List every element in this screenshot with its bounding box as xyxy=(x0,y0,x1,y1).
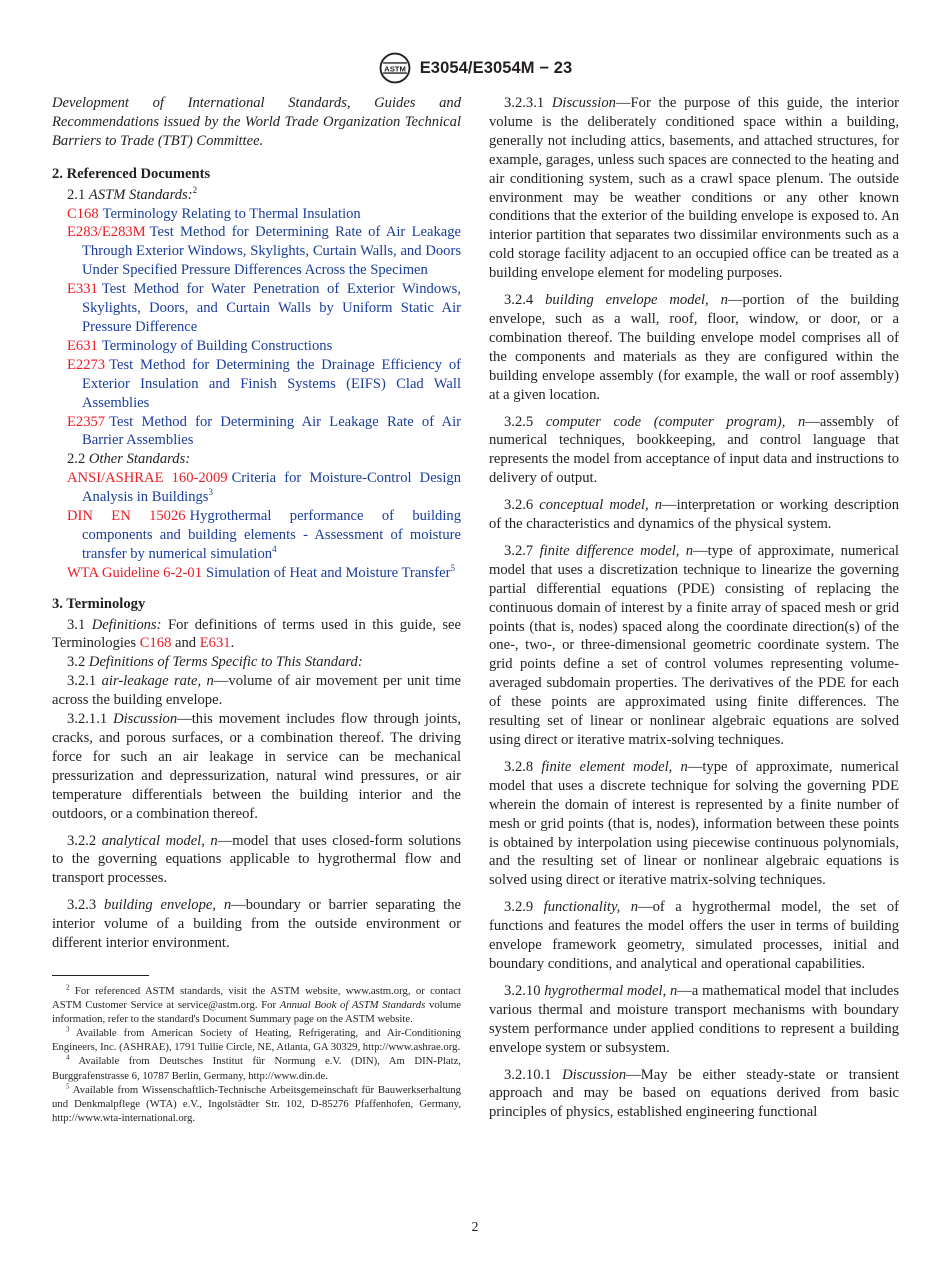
section-2-heading: 2. Referenced Documents xyxy=(52,165,211,182)
ref-din-en-15026[interactable]: DIN EN 15026 Hygrothermal performance of building components and building elements - Assessment of moisture transfer by numerical simulation$^4$ xyxy=(67,508,461,562)
left-column xyxy=(52,94,461,1125)
ref-wta-guideline[interactable]: WTA Guideline 6-2-01 Simulation of Heat and Moisture Transfer$^5$ xyxy=(67,562,455,581)
right-column xyxy=(489,94,899,1122)
ref-ashrae-160[interactable]: ANSI/ASHRAE 160-2009 Criteria for Moisture-Control Design Analysis in Buildings$^3$ xyxy=(67,470,462,506)
subsection-2-2: 2.2 Other Standards: xyxy=(67,451,191,468)
term-3-2-6: 3.2.6 conceptual model, n—interpretation or working description of the characteristics and dynamics of the physical system. xyxy=(489,497,900,533)
term-3-2-10-1: 3.2.10.1 Discussion—May be either steady-state or transient approach and may be based on equations derived from basic principles of physics, established engineering functional xyxy=(489,1066,899,1121)
ref-e2273[interactable]: E2273 Test Method for Determining the Drainage Efficiency of Exterior Insulation and Finish Systems (EIFS) Clad Wall Assemblies xyxy=(67,356,461,411)
standard-designation: E3054/E3054M − 23 xyxy=(419,58,573,77)
term-3-2-1-1: 3.2.1.1 Discussion—this movement includes flow through joints, cracks, and porous surfaces, or a combination thereof. The driving force for such an air leakage in service can be mechanical pressurization and depressurization, natural wind pressures, or air temperature differentials between the building interior and the outdoors, or a combination thereof. xyxy=(52,711,461,822)
term-3-2-3: 3.2.3 building envelope, n—boundary or barrier separating the interior volume of a building from the outside environment or different interior environment. xyxy=(52,897,461,952)
page-header xyxy=(0,50,950,86)
ref-e331[interactable]: E331 Test Method for Water Penetration of Exterior Windows, Skylights, Doors, and Curtain Walls by Uniform Static Air Pressure Difference xyxy=(67,281,461,335)
term-3-2-9: 3.2.9 functionality, n—of a hygrothermal model, the set of functions and features the model offers the user in terms of building envelope framework geometry, simulated processes, initial and boundary conditions, and analytical and operational capabilities. xyxy=(489,899,899,972)
footnote-divider xyxy=(52,975,149,976)
footnote-2: $^2$ For referenced ASTM standards, visit the ASTM website, www.astm.org, or contact ASTM Customer Service at service@astm.org. For Annual Book of ASTM Standards volume information, refer to the standard's Document Summary page on the ASTM website. xyxy=(52,983,462,1026)
ref-c168[interactable]: C168 Terminology Relating to Thermal Insulation xyxy=(67,205,361,222)
subsection-2-1: 2.1 ASTM Standards:$^2$ xyxy=(67,184,198,203)
footnote-5: $^5$ Available from Wissenschaftlich-Technische Arbeitsgemeinschaft für Bauwerkserhaltung und Denkmalpflege (WTA) e.V., Ingolstädter Str. 102, D-85276 Pfaffenhofen, Germany, http://www.wta-international.org. xyxy=(52,1082,461,1124)
term-3-2-1: 3.2.1 air-leakage rate, n—volume of air movement per unit time across the building envelope. xyxy=(52,673,462,709)
paragraph-3-2: 3.2 Definitions of Terms Specific to This Standard: xyxy=(67,654,363,671)
link-c168[interactable]: C168 xyxy=(139,635,172,652)
intro-continuation: Development of International Standards, Guides and Recommendations issued by the World Trade Organization Technical Barriers to Trade (TBT) Committee. xyxy=(52,95,461,149)
term-3-2-5: 3.2.5 computer code (computer program), n—assembly of numerical techniques, bookkeeping, and control language that represents the model from acceptance of input data and instructions to delivery of output. xyxy=(489,413,899,487)
svg-text:ASTM: ASTM xyxy=(383,64,406,74)
term-3-2-10: 3.2.10 hygrothermal model, n—a mathematical model that includes various thermal and moisture transport mechanisms with boundary system performance under applied conditions to represent a building envelope system or subsystem. xyxy=(489,982,900,1056)
footnote-3: $^3$ Available from American Society of Heating, Refrigerating, and Air-Conditioning Engineers, Inc. (ASHRAE), 1791 Tullie Circle, NE, Atlanta, GA 30329, http://www.ashrae.org. xyxy=(52,1025,461,1054)
ref-e631[interactable]: E631 Terminology of Building Constructions xyxy=(67,337,333,354)
ref-e283[interactable]: E283/E283M Test Method for Determining Rate of Air Leakage Through Exterior Windows, Skylights, Curtain Walls, and Doors Under Specified Pressure Differences Across the Specimen xyxy=(67,224,461,279)
ref-e2357[interactable]: E2357 Test Method for Determining Air Leakage Rate of Air Barrier Assemblies xyxy=(67,413,461,449)
term-3-2-2: 3.2.2 analytical model, n—model that uses closed-form solutions to the governing equations applicable to hygrothermal flow and transport processes. xyxy=(52,832,461,887)
astm-logo-icon xyxy=(378,51,412,85)
footnote-4: $^4$ Available from Deutsches Institut für Normung e.V. (DIN), Am DIN-Platz, Burggrafenstrasse 6, 10787 Berlin, Germany, http://www.din.de. xyxy=(52,1053,461,1082)
term-3-2-4: 3.2.4 building envelope model, n—portion of the building envelope, such as a wall, roof, floor, window, or door, or a combination thereof. The building envelope model comprises all of the components and materials as they are configured within the building envelope assembly (for example, the wall or roof assembly) at a given location. xyxy=(489,292,899,403)
paragraph-3-1: 3.1 Definitions: For definitions of terms used in this guide, see Terminologies C168 and E631. xyxy=(52,616,461,652)
section-3-heading: 3. Terminology xyxy=(52,595,146,612)
link-e631[interactable]: E631 xyxy=(199,635,231,652)
term-3-2-8: 3.2.8 finite element model, n—type of approximate, numerical model that uses a discrete technique for solving the governing PDE wherein the domain of interest is represented by a finite number of mesh or grid points (that is, nodes), information between these points is obtained by interpolation using piecewise continuous polynomials, and the resulting set of linear or nonlinear algebraic equations is solved using direct or iterative matrix-solving techniques. xyxy=(489,758,899,889)
term-3-2-7: 3.2.7 finite difference model, n—type of approximate, numerical model that uses a discretization technique to linearize the governing partial differential equations (PDE) consisting of replacing the continuous domain of interest by a finite array of spaced mesh or grid points (that is, nodes) spaced along the coordinate direction(s) of the one-, two-, or three-dimensional geometric coordinate system. The grid points define a set of control volumes representing volume-averaged subdomain properties. The derivatives of the PDE for each of these points are approximated using finite differences. The resulting set of linear or nonlinear algebraic equations are solved using direct or iterative matrix-solving techniques. xyxy=(489,542,899,748)
page-number: 2 xyxy=(471,1220,479,1235)
term-3-2-3-1: 3.2.3.1 Discussion—For the purpose of this guide, the interior volume is the deliberately conditioned space within a building, generally not including attics, basements, and attached structures, for example, garages, unless such spaces are connected to the heating and air conditioning system, such as a crawl space plenum. The outside environment may be weather conditions or any other known conditions that the exterior of the building envelope is exposed to. An interior partition that separates two dissimilar environments such as a cold storage facility adjacent to an occupied office can be treated as a building envelope element for modeling purposes. xyxy=(489,95,899,282)
